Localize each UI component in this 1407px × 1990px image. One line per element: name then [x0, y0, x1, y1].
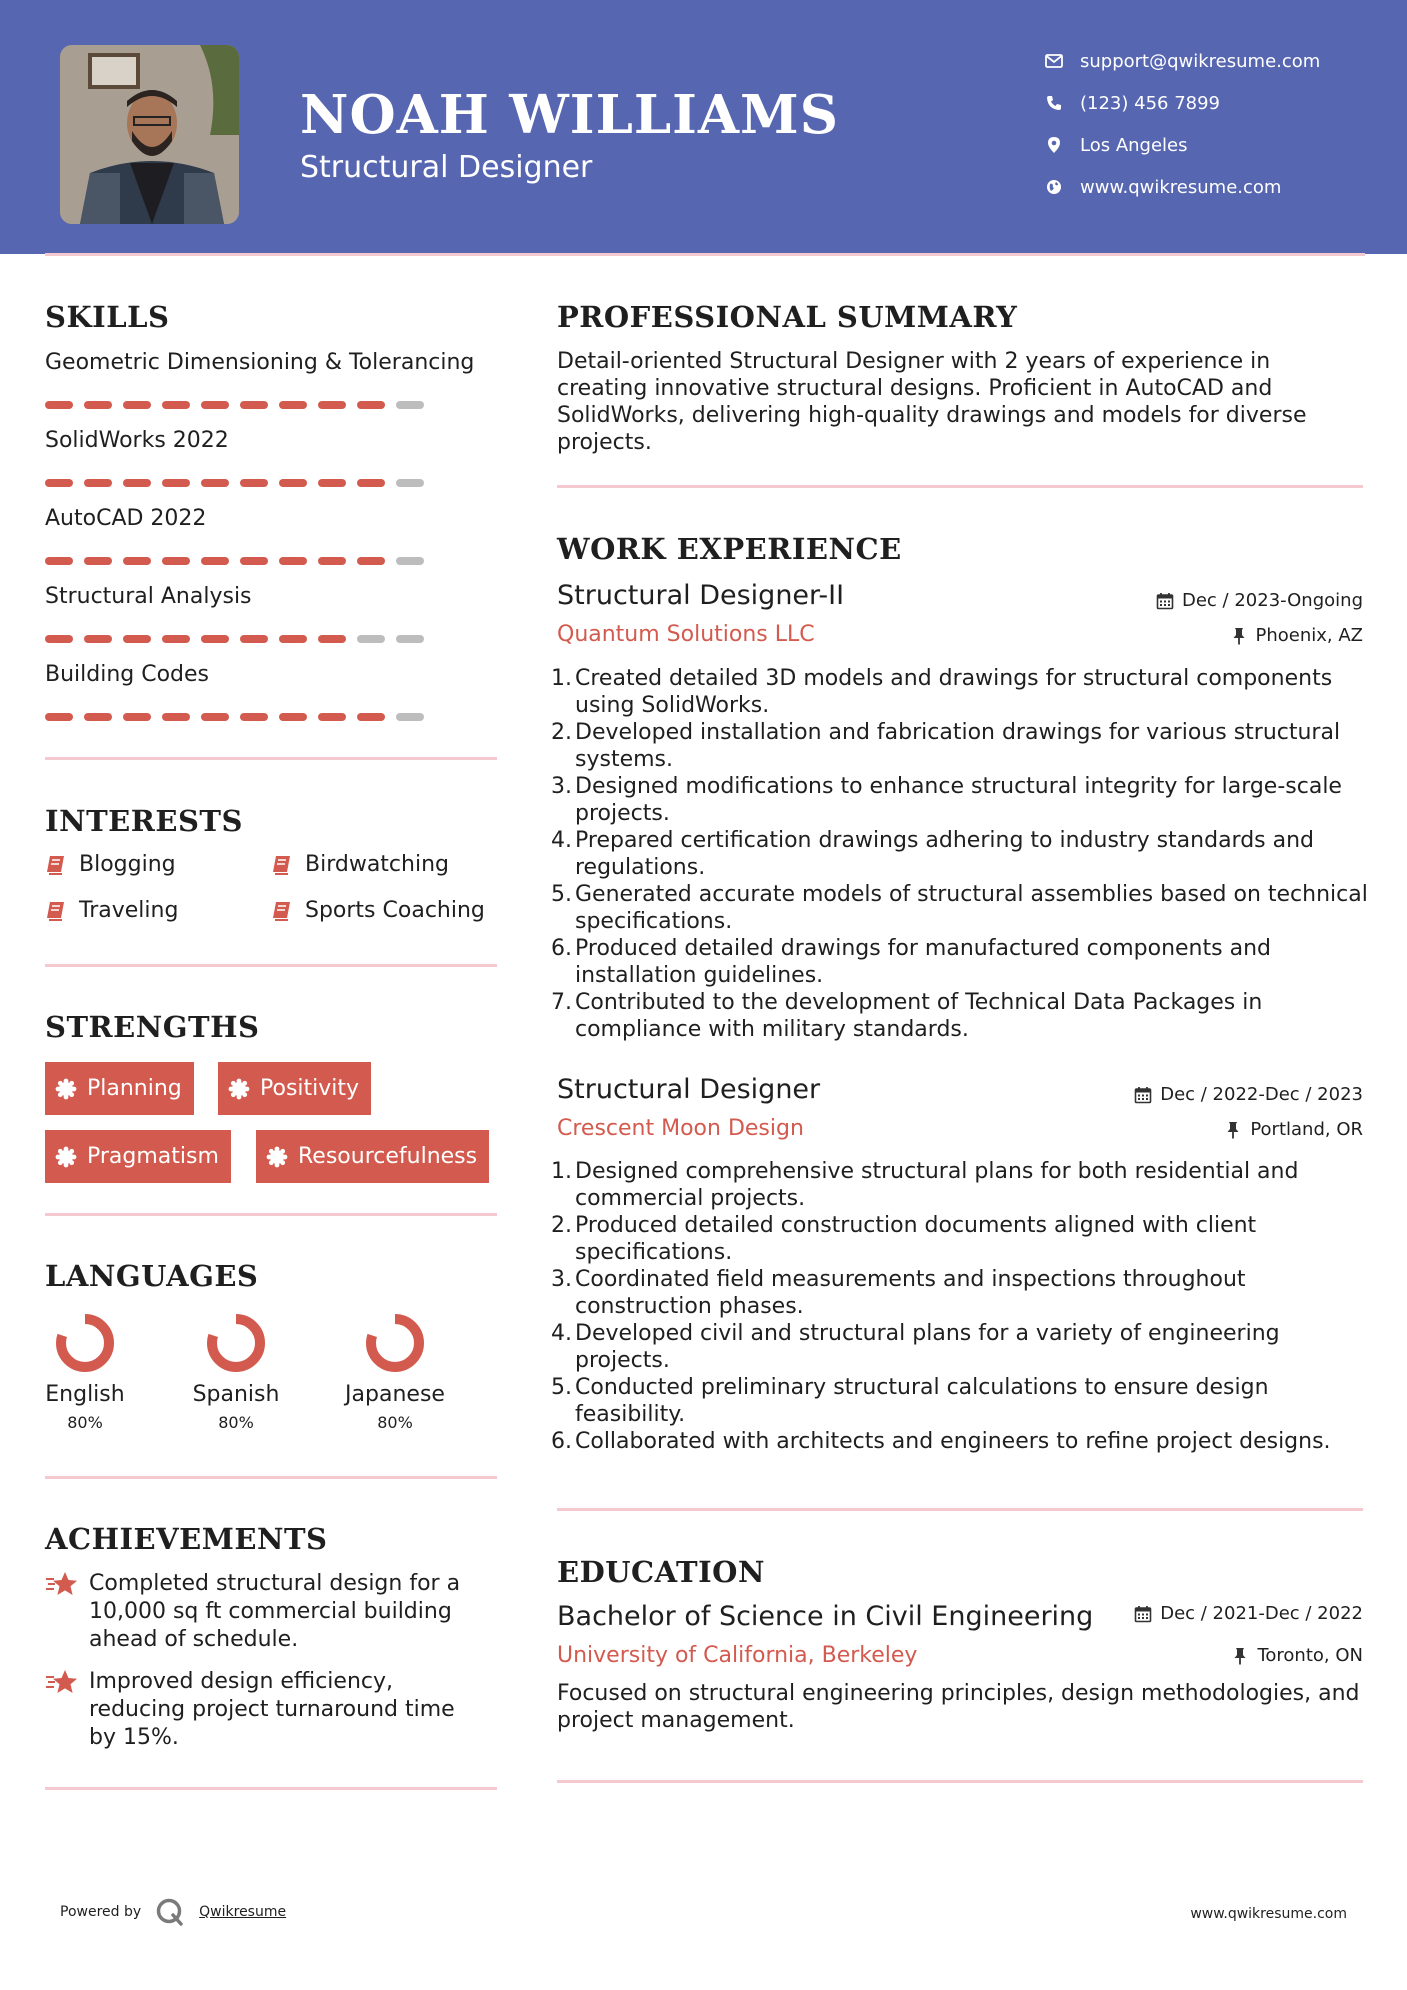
skill-level-dash	[162, 557, 190, 565]
strength-tag	[256, 1130, 489, 1183]
strength-tag	[45, 1130, 231, 1183]
globe-icon	[1044, 177, 1064, 197]
pushpin-icon	[1231, 1647, 1249, 1665]
location-pin-icon	[1044, 135, 1064, 155]
skill-level-dash	[357, 401, 385, 409]
powered-by-label: Powered by	[60, 1904, 142, 1920]
achievement-item	[45, 1570, 485, 1654]
calendar-icon	[1134, 1086, 1152, 1104]
language-ring	[205, 1312, 267, 1374]
list-item: 1. Designed comprehensive structural plans for both residential and commercial projects.	[551, 1159, 1299, 1211]
skill-level-bar	[45, 635, 505, 643]
qwikresume-logo-icon	[155, 1897, 185, 1927]
phone-icon	[1044, 93, 1064, 113]
list-item: 6. Collaborated with architects and engineers to refine project designs.	[551, 1429, 1331, 1454]
skill-level-dash	[240, 713, 268, 721]
list-item: 4. Prepared certification drawings adhering to industry standards and regulations.	[551, 828, 1315, 880]
list-item: 1. Created detailed 3D models and drawings for structural components using SolidWorks.	[551, 666, 1333, 718]
skill-level-dash	[240, 635, 268, 643]
bullet-text: Designed comprehensive structural plans for both residential and commercial projects.	[575, 1159, 1299, 1211]
strengths-heading: STRENGTHS	[45, 1010, 260, 1044]
job-company: Crescent Moon Design	[557, 1116, 804, 1141]
education-divider	[557, 1780, 1363, 1783]
book-icon	[271, 854, 293, 876]
footer-website[interactable]: www.qwikresume.com	[1190, 1906, 1347, 1922]
skill-level-dash	[201, 557, 229, 565]
bullet-text: Developed installation and fabrication drawings for various structural systems.	[575, 720, 1341, 772]
skill-level-dash	[201, 401, 229, 409]
interest-label: Birdwatching	[305, 852, 449, 877]
contact-email-text: support@qwikresume.com	[1080, 50, 1321, 72]
skill-level-dash	[396, 713, 424, 721]
strength-label: Pragmatism	[87, 1144, 219, 1169]
skill-name: Geometric Dimensioning & Tolerancing	[45, 350, 475, 375]
interest-item	[271, 852, 449, 877]
strength-tag	[45, 1062, 194, 1115]
list-item: 7. Contributed to the development of Technical Data Packages in compliance with military standards.	[551, 990, 1263, 1042]
skill-level-dash	[45, 479, 73, 487]
list-item: 4. Developed civil and structural plans for a variety of engineering projects.	[551, 1321, 1280, 1373]
interest-item	[45, 852, 176, 877]
skill-level-dash	[123, 557, 151, 565]
brand-link[interactable]: Qwikresume	[199, 1904, 287, 1920]
job-dates	[1134, 1084, 1363, 1105]
bullet-text: Developed civil and structural plans for a variety of engineering projects.	[575, 1321, 1280, 1373]
skill-level-dash	[357, 635, 385, 643]
interests-heading: INTERESTS	[45, 804, 243, 838]
bullet-text: Produced detailed drawings for manufactured components and installation guidelines.	[575, 936, 1271, 988]
bullet-text: Collaborated with architects and engineers to refine project designs.	[575, 1429, 1331, 1454]
skill-level-dash	[318, 557, 346, 565]
language-name: Spanish	[192, 1382, 280, 1407]
experience-divider	[557, 1508, 1363, 1511]
interest-label: Sports Coaching	[305, 898, 485, 923]
contact-phone[interactable]	[1044, 82, 1320, 124]
contact-phone-text: (123) 456 7899	[1080, 92, 1221, 114]
language-ring	[364, 1312, 426, 1374]
languages-divider	[45, 1476, 497, 1479]
skill-level-dash	[240, 479, 268, 487]
skill-level-dash	[162, 713, 190, 721]
language-percent: 80%	[377, 1413, 413, 1432]
summary-divider	[557, 485, 1363, 488]
bullet-text: Designed modifications to enhance structural integrity for large-scale projects.	[575, 774, 1342, 826]
skill-level-dash	[201, 713, 229, 721]
badge-icon	[228, 1078, 250, 1100]
skill-level-dash	[318, 401, 346, 409]
contact-location	[1044, 124, 1320, 166]
skill-level-dash	[123, 479, 151, 487]
education-dates-text: Dec / 2021-Dec / 2022	[1160, 1603, 1363, 1624]
education-location	[1231, 1645, 1363, 1666]
language-item	[166, 1312, 306, 1432]
list-item: 3. Coordinated field measurements and inspections throughout construction phases.	[551, 1267, 1246, 1319]
skill-level-dash	[357, 713, 385, 721]
bullet-text: Created detailed 3D models and drawings for structural components using SolidWorks.	[575, 666, 1333, 718]
skill-item	[45, 506, 505, 565]
pushpin-icon	[1230, 627, 1248, 645]
experience-heading: WORK EXPERIENCE	[557, 532, 902, 566]
language-level-arc	[61, 1319, 109, 1367]
skill-item	[45, 662, 505, 721]
star-icon	[45, 1570, 79, 1598]
skill-level-dash	[45, 713, 73, 721]
skill-level-dash	[162, 479, 190, 487]
bullet-text: Conducted preliminary structural calculations to ensure design feasibility.	[575, 1375, 1269, 1427]
skill-name: Structural Analysis	[45, 584, 252, 609]
skill-level-bar	[45, 479, 505, 487]
calendar-icon	[1156, 592, 1174, 610]
job-title: Structural Designer-II	[557, 580, 845, 611]
education-location-text: Toronto, ON	[1257, 1645, 1363, 1666]
skill-level-dash	[123, 713, 151, 721]
skill-level-dash	[123, 635, 151, 643]
skill-item	[45, 584, 505, 643]
language-name: Japanese	[345, 1382, 445, 1407]
job-bullets	[551, 665, 1372, 1043]
skill-level-dash	[279, 557, 307, 565]
skill-level-dash	[84, 479, 112, 487]
language-ring	[54, 1312, 116, 1374]
summary-heading: PROFESSIONAL SUMMARY	[557, 300, 1018, 334]
skill-item	[45, 428, 505, 487]
bullet-text: Coordinated field measurements and inspections throughout construction phases.	[575, 1267, 1246, 1319]
skill-level-dash	[240, 557, 268, 565]
languages-heading: LANGUAGES	[45, 1259, 259, 1293]
skill-level-dash	[45, 557, 73, 565]
pushpin-icon	[1224, 1121, 1242, 1139]
job-title: Structural Designer	[557, 1074, 821, 1105]
job-dates-text: Dec / 2023-Ongoing	[1182, 590, 1363, 611]
skill-level-dash	[123, 401, 151, 409]
book-icon	[45, 854, 67, 876]
skill-level-dash	[240, 401, 268, 409]
badge-icon	[55, 1078, 77, 1100]
job-location-text: Portland, OR	[1250, 1119, 1363, 1140]
skill-level-dash	[279, 713, 307, 721]
list-item: 5. Conducted preliminary structural calculations to ensure design feasibility.	[551, 1375, 1269, 1427]
skills-heading: SKILLS	[45, 300, 170, 334]
skill-level-bar	[45, 713, 505, 721]
degree-title: Bachelor of Science in Civil Engineering	[557, 1601, 1094, 1632]
skill-level-dash	[396, 401, 424, 409]
skill-level-dash	[201, 479, 229, 487]
list-item: 5. Generated accurate models of structural assemblies based on technical specifications.	[551, 882, 1368, 934]
language-name: English	[45, 1382, 125, 1407]
bullet-text: Prepared certification drawings adhering to industry standards and regulations.	[575, 828, 1315, 880]
language-percent: 80%	[218, 1413, 254, 1432]
badge-icon	[55, 1146, 77, 1168]
job-location-text: Phoenix, AZ	[1255, 625, 1363, 646]
skill-level-dash	[162, 635, 190, 643]
skill-level-dash	[279, 479, 307, 487]
footer-powered-by	[60, 1897, 286, 1927]
education-description: Focused on structural engineering principles, design methodologies, and project management.	[557, 1681, 1360, 1733]
list-item: 2. Developed installation and fabrication drawings for various structural systems.	[551, 720, 1341, 772]
skill-level-dash	[396, 557, 424, 565]
interest-item	[45, 898, 178, 923]
skill-level-dash	[357, 479, 385, 487]
skill-level-dash	[396, 635, 424, 643]
achievement-text: Improved design efficiency, reducing project turnaround time by 15%.	[89, 1669, 455, 1750]
bullet-text: Contributed to the development of Technical Data Packages in compliance with military standards.	[575, 990, 1263, 1042]
strength-label: Resourcefulness	[298, 1144, 478, 1169]
skill-level-dash	[84, 401, 112, 409]
achievement-text: Completed structural design for a 10,000 sq ft commercial building ahead of schedule.	[89, 1571, 461, 1652]
job-company: Quantum Solutions LLC	[557, 622, 815, 647]
skill-level-dash	[318, 635, 346, 643]
skill-level-dash	[201, 635, 229, 643]
language-item	[15, 1312, 155, 1432]
contact-website-text: www.qwikresume.com	[1080, 176, 1282, 198]
bullet-text: Generated accurate models of structural assemblies based on technical specifications.	[575, 882, 1368, 934]
resume-header	[0, 0, 1407, 254]
job-bullets	[551, 1158, 1372, 1455]
skill-level-dash	[279, 635, 307, 643]
skill-level-bar	[45, 557, 505, 565]
language-level-arc	[371, 1319, 419, 1367]
envelope-icon	[1044, 51, 1064, 71]
candidate-name: NOAH WILLIAMS	[300, 84, 839, 146]
job-location	[1224, 1119, 1363, 1140]
contact-website[interactable]	[1044, 166, 1320, 208]
bullet-text: Produced detailed construction documents aligned with client specifications.	[575, 1213, 1257, 1265]
skill-level-dash	[357, 557, 385, 565]
summary-text: Detail-oriented Structural Designer with 2 years of experience in creating innovative structural designs. Proficient in AutoCAD and SolidWorks, delivering high-quality drawings and models for diverse projects.	[557, 349, 1307, 455]
language-item	[325, 1312, 465, 1432]
header-divider	[45, 253, 1365, 256]
skill-item	[45, 350, 505, 409]
skill-level-dash	[84, 557, 112, 565]
skill-level-dash	[45, 401, 73, 409]
achievements-divider	[45, 1787, 497, 1790]
achievements-heading: ACHIEVEMENTS	[45, 1522, 328, 1556]
education-heading: EDUCATION	[557, 1555, 765, 1589]
skill-level-dash	[396, 479, 424, 487]
badge-icon	[266, 1146, 288, 1168]
skill-name: AutoCAD 2022	[45, 506, 207, 531]
strengths-divider	[45, 1213, 497, 1216]
list-item: 3. Designed modifications to enhance structural integrity for large-scale projects.	[551, 774, 1342, 826]
skill-level-dash	[45, 635, 73, 643]
contact-email[interactable]	[1044, 40, 1320, 82]
skill-level-dash	[84, 635, 112, 643]
book-icon	[271, 900, 293, 922]
interests-divider	[45, 964, 497, 967]
book-icon	[45, 900, 67, 922]
skill-name: SolidWorks 2022	[45, 428, 229, 453]
interest-label: Traveling	[79, 898, 179, 923]
interest-item	[271, 898, 485, 923]
contact-location-text: Los Angeles	[1080, 134, 1188, 156]
interest-label: Blogging	[79, 852, 176, 877]
skill-name: Building Codes	[45, 662, 210, 687]
language-level-arc	[212, 1319, 260, 1367]
calendar-icon	[1134, 1605, 1152, 1623]
language-percent: 80%	[67, 1413, 103, 1432]
skill-level-dash	[318, 713, 346, 721]
list-item: 2. Produced detailed construction documents aligned with client specifications.	[551, 1213, 1257, 1265]
job-location	[1230, 625, 1364, 646]
school-name: University of California, Berkeley	[557, 1643, 918, 1668]
candidate-title: Structural Designer	[300, 150, 593, 185]
list-item: 6. Produced detailed drawings for manufactured components and installation guidelines.	[551, 936, 1271, 988]
education-dates	[1134, 1603, 1363, 1624]
contact-list	[1044, 40, 1320, 208]
skill-level-dash	[84, 713, 112, 721]
strength-tag	[218, 1062, 371, 1115]
skill-level-dash	[279, 401, 307, 409]
skills-divider	[45, 757, 497, 760]
profile-photo	[60, 45, 239, 224]
strength-label: Positivity	[260, 1076, 360, 1101]
strength-label: Planning	[87, 1076, 182, 1101]
skill-level-bar	[45, 401, 505, 409]
skill-level-dash	[318, 479, 346, 487]
job-dates	[1156, 590, 1363, 611]
skill-level-dash	[162, 401, 190, 409]
star-icon	[45, 1668, 79, 1696]
achievement-item	[45, 1668, 485, 1752]
job-dates-text: Dec / 2022-Dec / 2023	[1160, 1084, 1363, 1105]
